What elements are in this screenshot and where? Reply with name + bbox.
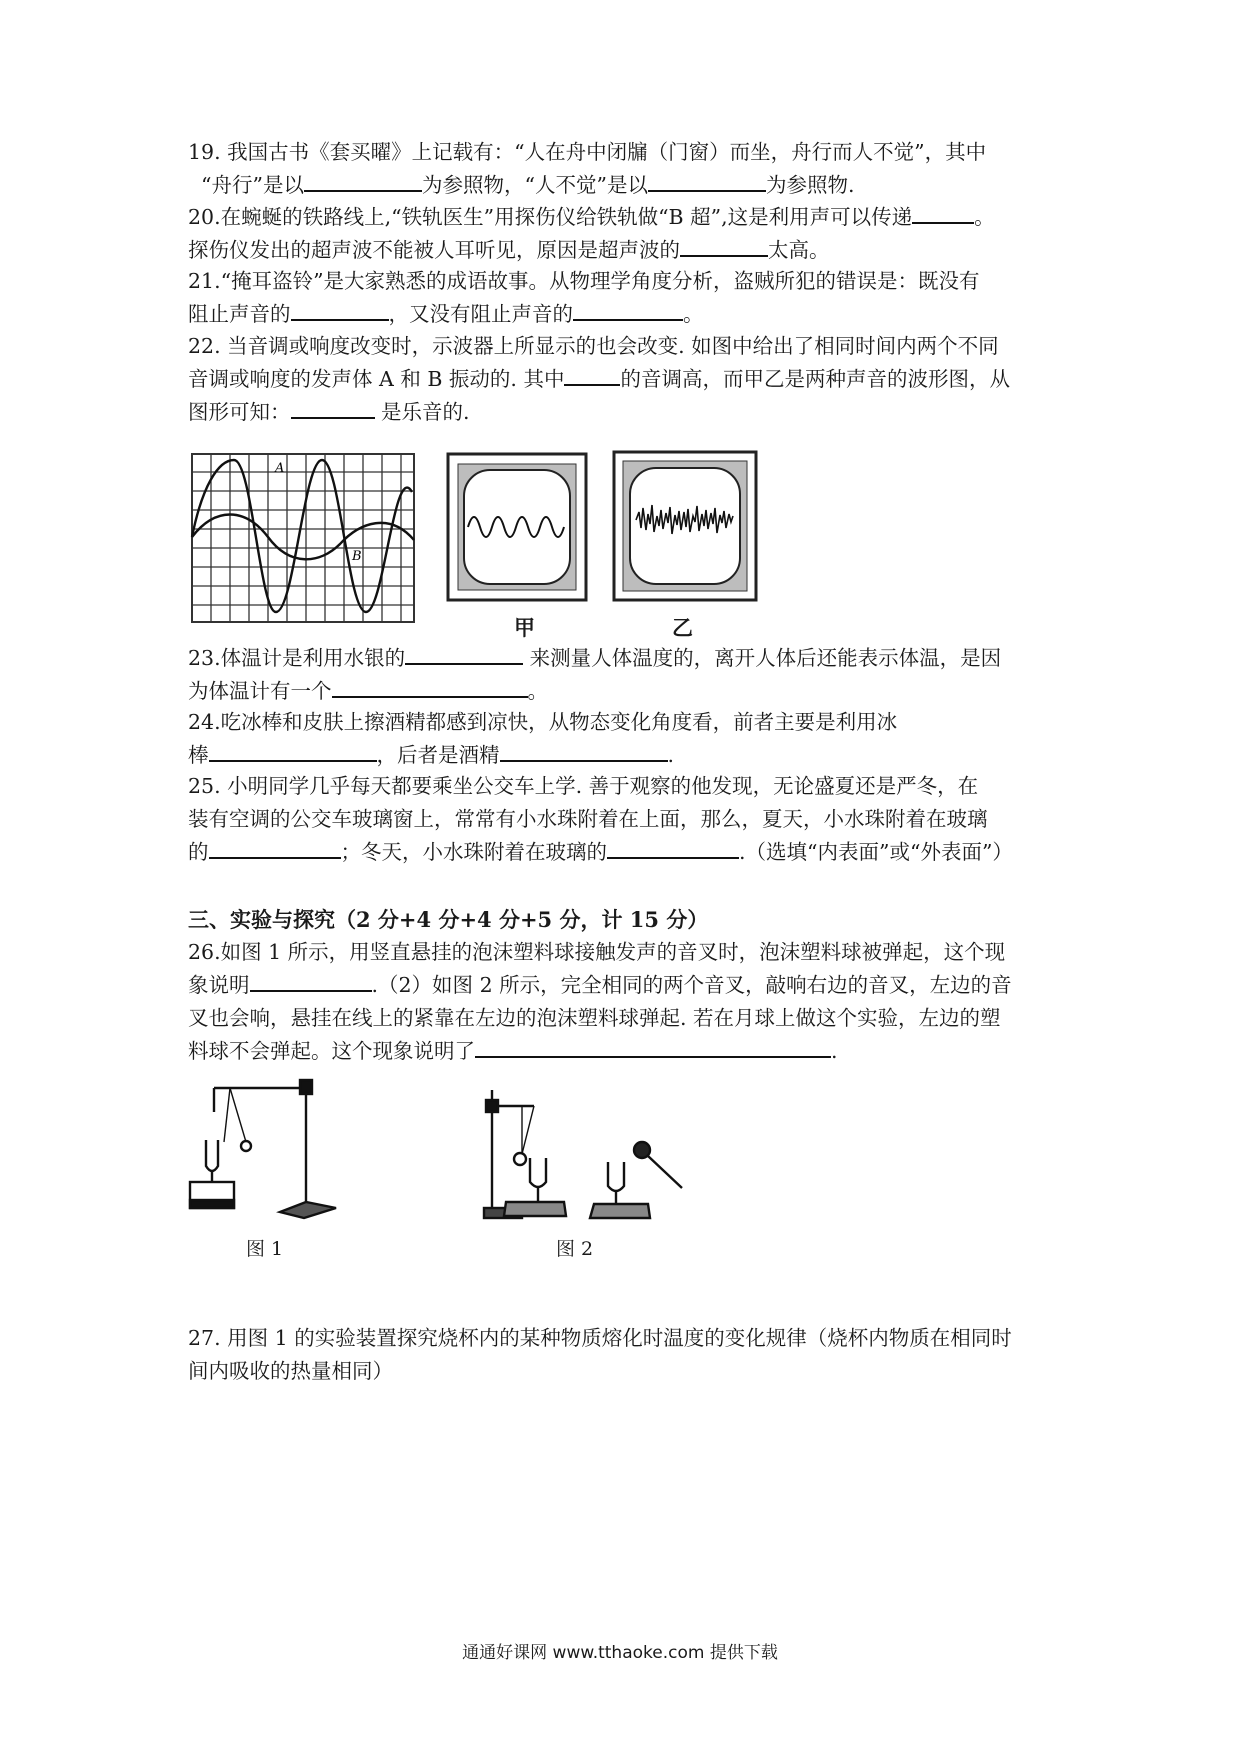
mallet-handle <box>648 1156 682 1188</box>
q22-text-a: 音调或响度的发声体 A 和 B 振动的. 其中 <box>188 367 565 391</box>
q25-text-a: 的 <box>188 840 209 864</box>
q19-text-c: 为参照物. <box>765 173 855 197</box>
q25-line-3 <box>188 836 1068 869</box>
q23-text-d: 。 <box>527 679 548 703</box>
q22-text-d: 是乐音的. <box>374 400 470 424</box>
label-yi: 乙 <box>672 616 693 640</box>
wave-b-label: B <box>352 549 362 564</box>
q22-text-c: 图形可知： <box>188 400 291 424</box>
left-tuning-fork <box>530 1158 546 1187</box>
question-23 <box>188 642 1068 708</box>
oscilloscope-yi <box>612 450 758 602</box>
stand-clamp-2 <box>486 1100 498 1112</box>
q20-line-2 <box>188 234 1068 267</box>
mallet-head <box>634 1142 650 1158</box>
q23-line-2 <box>188 675 1068 708</box>
foam-ball-2 <box>514 1153 526 1165</box>
q22-line-3 <box>188 396 1068 429</box>
q21-line-2 <box>188 298 1068 331</box>
stand-clamp <box>300 1080 312 1094</box>
question-19 <box>188 136 1068 202</box>
q25-blank-2[interactable] <box>607 837 739 859</box>
q20-blank-1[interactable] <box>912 202 974 224</box>
figure-1-caption: 图 1 <box>246 1238 284 1260</box>
right-fork-box <box>590 1204 650 1218</box>
graph-grid <box>192 454 414 622</box>
question-26 <box>188 936 1068 1068</box>
q24-blank-1[interactable] <box>209 740 377 762</box>
q21-text-a: 阻止声音的 <box>188 302 291 326</box>
figure-2-apparatus <box>482 1084 692 1224</box>
page-footer: 通通好课网 www.tthaoke.com 提供下载 <box>462 1643 778 1663</box>
q20-text-a: 20.在蜿蜒的铁路线上,“铁轨医生”用探伤仪给铁轨做“B 超”,这是利用声可以传递 <box>188 205 913 229</box>
wave-a-label: A <box>275 461 285 476</box>
q26-blank-2[interactable] <box>475 1036 831 1058</box>
q23-line-1 <box>188 642 1068 675</box>
q26-blank-1[interactable] <box>250 970 372 992</box>
oscilloscope-jia <box>446 452 588 602</box>
wave-a-line <box>192 460 412 612</box>
q26-text-b: .（2）如图 2 所示，完全相同的两个音叉，敲响右边的音叉，左边的音 <box>371 973 1012 997</box>
question-21 <box>188 265 1068 331</box>
q24-text-b: ，后者是酒精 <box>376 743 500 767</box>
q22-blank-2[interactable] <box>291 397 375 419</box>
q21-text-c: 。 <box>683 302 704 326</box>
q26-line-3: 叉也会响，悬挂在线上的紧靠在左边的泡沫塑料球弹起. 若在月球上做这个实验，左边的塑 <box>188 1006 1001 1030</box>
q24-text-c: . <box>667 743 675 767</box>
label-jia: 甲 <box>514 616 535 640</box>
q26-text-c: 料球不会弹起。这个现象说明了 <box>188 1039 475 1063</box>
left-fork-box <box>504 1202 566 1216</box>
q19-line-1: 19. 我国古书《套买曜》上记载有：“人在舟中闭牖（门窗）而坐，舟行而人不觉”，其中 <box>188 140 987 164</box>
thread-2 <box>230 1088 246 1142</box>
q26-line-1: 26.如图 1 所示，用竖直悬挂的泡沫塑料球接触发声的音叉时，泡沫塑料球被弹起，这个现 <box>188 940 1006 964</box>
q24-line-1: 24.吃冰棒和皮肤上擦酒精都感到凉快，从物态变化角度看，前者主要是利用冰 <box>188 710 898 734</box>
question-22 <box>188 330 1068 429</box>
q20-blank-2[interactable] <box>680 235 768 257</box>
figure-1-apparatus <box>186 1076 346 1226</box>
q22-blank-1[interactable] <box>564 364 620 386</box>
right-tuning-fork <box>608 1162 624 1191</box>
q26-text-d: . <box>831 1039 838 1063</box>
q23-text-a: 23.体温计是利用水银的 <box>188 646 406 670</box>
q25-text-b: ；冬天，小水珠附着在玻璃的 <box>340 840 607 864</box>
q25-line-1: 25. 小明同学几乎每天都要乘坐公交车上学. 善于观察的他发现，无论盛夏还是严冬，在 <box>188 774 979 798</box>
question-27 <box>188 1322 1068 1388</box>
q27-line-1: 27. 用图 1 的实验装置探究烧杯内的某种物质熔化时温度的变化规律（烧杯内物质在相同时 <box>188 1326 1012 1350</box>
thread-2-b <box>522 1106 534 1154</box>
q25-blank-1[interactable] <box>209 837 341 859</box>
q19-blank-2[interactable] <box>648 170 766 192</box>
question-25 <box>188 770 1068 869</box>
q24-line-2 <box>188 739 1068 772</box>
vibration-graph-figure <box>190 452 416 624</box>
wave-b-line <box>192 515 414 560</box>
q19-text-a: “舟行”是以 <box>201 173 305 197</box>
thread-1 <box>224 1088 230 1142</box>
q20-text-d: 太高。 <box>768 238 830 262</box>
q22-text-b: 的音调高，而甲乙是两种声音的波形图，从 <box>620 367 1010 391</box>
q19-line-2 <box>188 169 1068 202</box>
q19-blank-1[interactable] <box>304 170 422 192</box>
q23-text-b: 来测量人体温度的，离开人体后还能表示体温，是因 <box>523 646 1002 670</box>
q21-blank-2[interactable] <box>573 299 683 321</box>
q25-line-2: 装有空调的公交车玻璃窗上，常常有小水珠附着在上面，那么，夏天，小水珠附着在玻璃 <box>188 807 988 831</box>
q27-line-2: 间内吸收的热量相同） <box>188 1359 393 1383</box>
q20-text-b: 。 <box>974 205 995 229</box>
question-20 <box>188 201 1068 267</box>
tuning-fork <box>206 1140 218 1171</box>
q24-blank-2[interactable] <box>500 740 668 762</box>
q21-text-b: ，又没有阻止声音的 <box>388 302 573 326</box>
q21-line-1: 21.“掩耳盗铃”是大家熟悉的成语故事。从物理学角度分析，盗贼所犯的错误是：既没有 <box>188 269 980 293</box>
q22-line-2 <box>188 363 1068 396</box>
fork-box-base <box>190 1200 234 1208</box>
q26-line-4 <box>188 1035 1068 1068</box>
section-3-title: 三、实验与探究（2 分+4 分+4 分+5 分，计 15 分） <box>188 907 709 932</box>
figure-2-caption: 图 2 <box>556 1238 594 1260</box>
q19-text-b: 为参照物，“人不觉”是以 <box>422 173 648 197</box>
q23-blank-2[interactable] <box>332 676 528 698</box>
q20-text-c: 探伤仪发出的超声波不能被人耳听见，原因是超声波的 <box>188 238 680 262</box>
q25-text-c: .（选填“内表面”或“外表面”） <box>739 840 1013 864</box>
q24-text-a: 棒 <box>188 743 209 767</box>
q23-text-c: 为体温计有一个 <box>188 679 332 703</box>
foam-ball <box>241 1141 251 1151</box>
q26-text-a: 象说明 <box>188 973 250 997</box>
stand-base <box>280 1202 336 1218</box>
q26-line-2 <box>188 969 1068 1002</box>
q23-blank-1[interactable] <box>405 643 523 665</box>
q21-blank-1[interactable] <box>291 299 389 321</box>
q22-line-1: 22. 当音调或响度改变时，示波器上所显示的也会改变. 如图中给出了相同时间内两个不同 <box>188 334 999 358</box>
question-24 <box>188 706 1068 772</box>
q20-line-1 <box>188 201 1068 234</box>
